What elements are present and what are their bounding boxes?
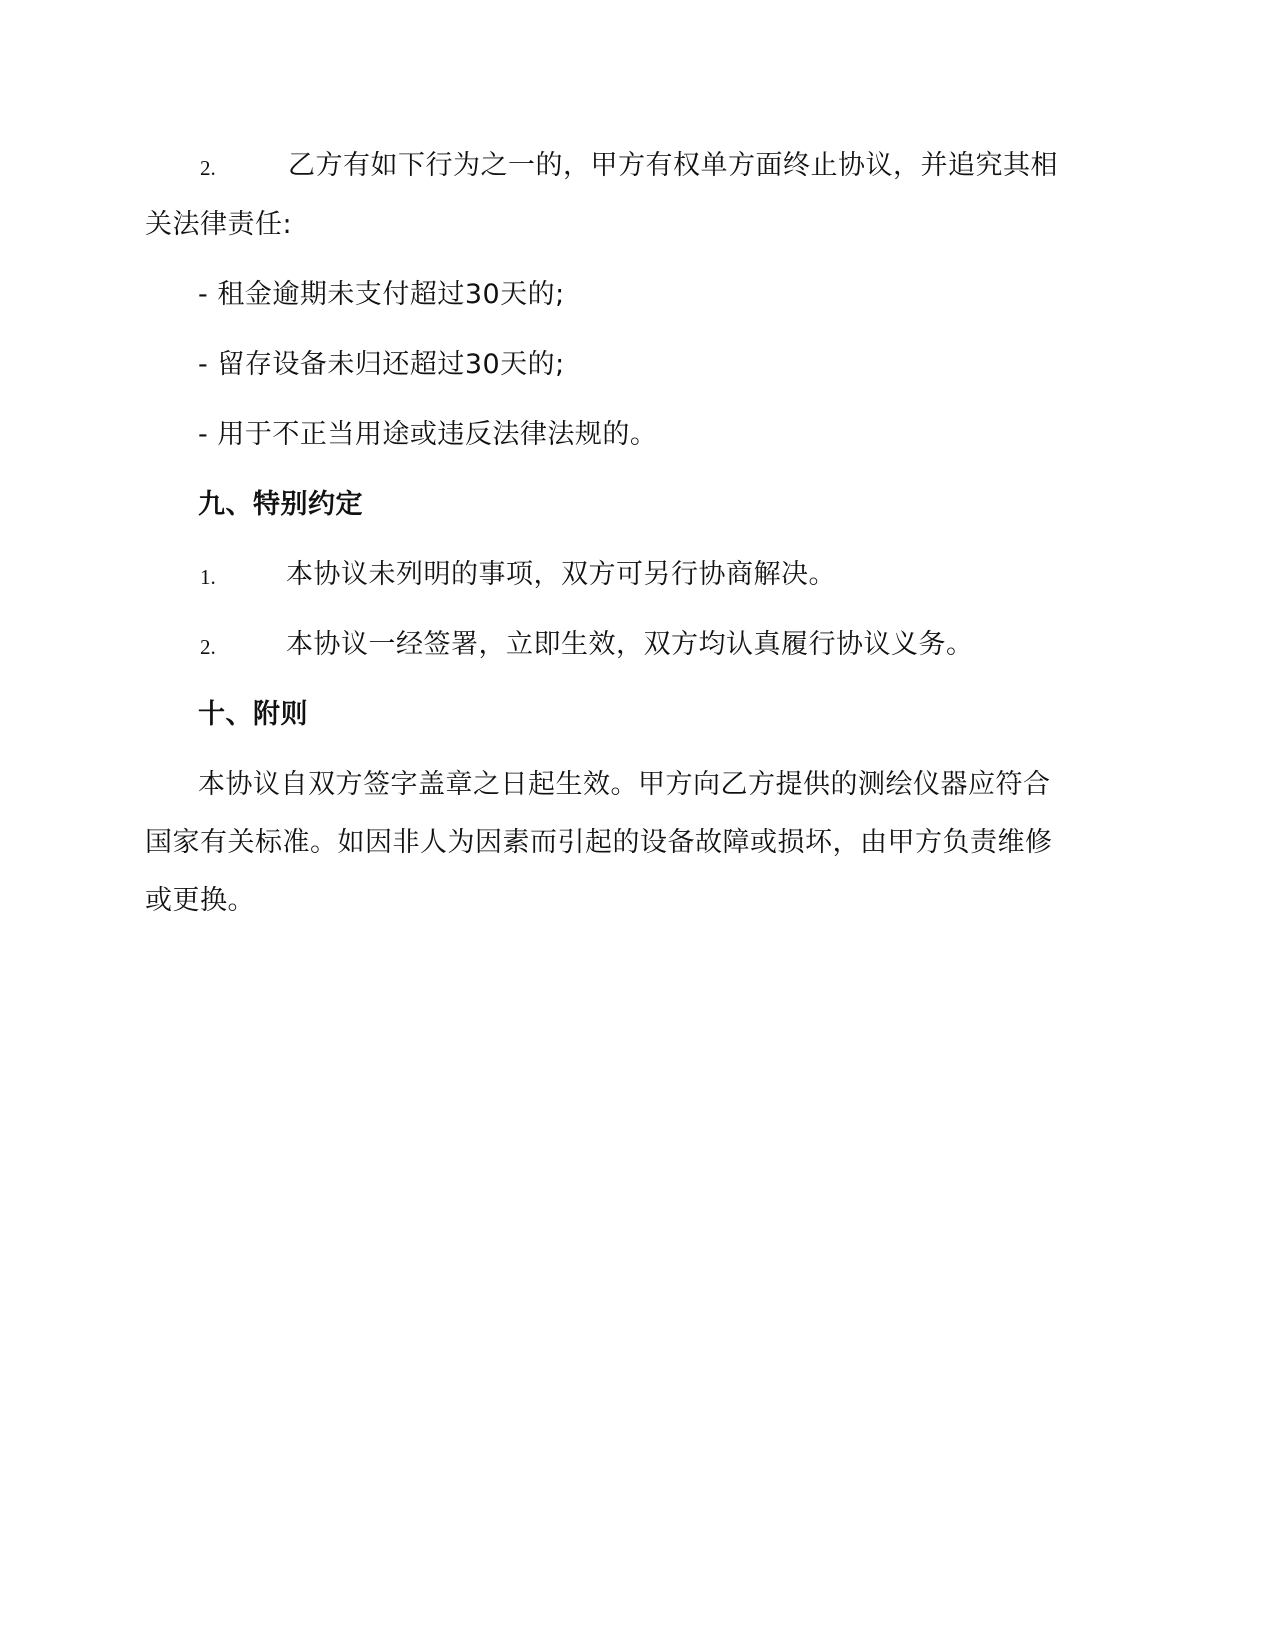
bullet-item: - 留存设备未归还超过30天的; [198, 349, 565, 380]
clause-text: 乙方有如下行为之一的，甲方有权单方面终止协议，并追究其相 [288, 150, 1058, 181]
paragraph-line: 本协议自双方签字盖章之日起生效。甲方向乙方提供的测绘仪器应符合 [198, 769, 1051, 800]
section-heading: 十、附则 [198, 699, 308, 730]
list-number: 2. [200, 156, 216, 180]
section-heading: 九、特别约定 [198, 489, 363, 520]
paragraph-line: 或更换。 [145, 885, 255, 916]
list-number: 2. [200, 635, 216, 659]
clause-text: 本协议未列明的事项，双方可另行协商解决。 [286, 559, 836, 590]
bullet-item: - 租金逾期未支付超过30天的; [198, 279, 565, 310]
clause-text-continued: 关法律责任: [145, 209, 293, 240]
clause-text: 本协议一经签署，立即生效，双方均认真履行协议义务。 [286, 629, 974, 660]
paragraph-line: 国家有关标准。如因非人为因素而引起的设备故障或损坏，由甲方负责维修 [145, 827, 1053, 858]
list-number: 1. [200, 565, 216, 589]
bullet-item: - 用于不正当用途或违反法律法规的。 [198, 419, 658, 450]
